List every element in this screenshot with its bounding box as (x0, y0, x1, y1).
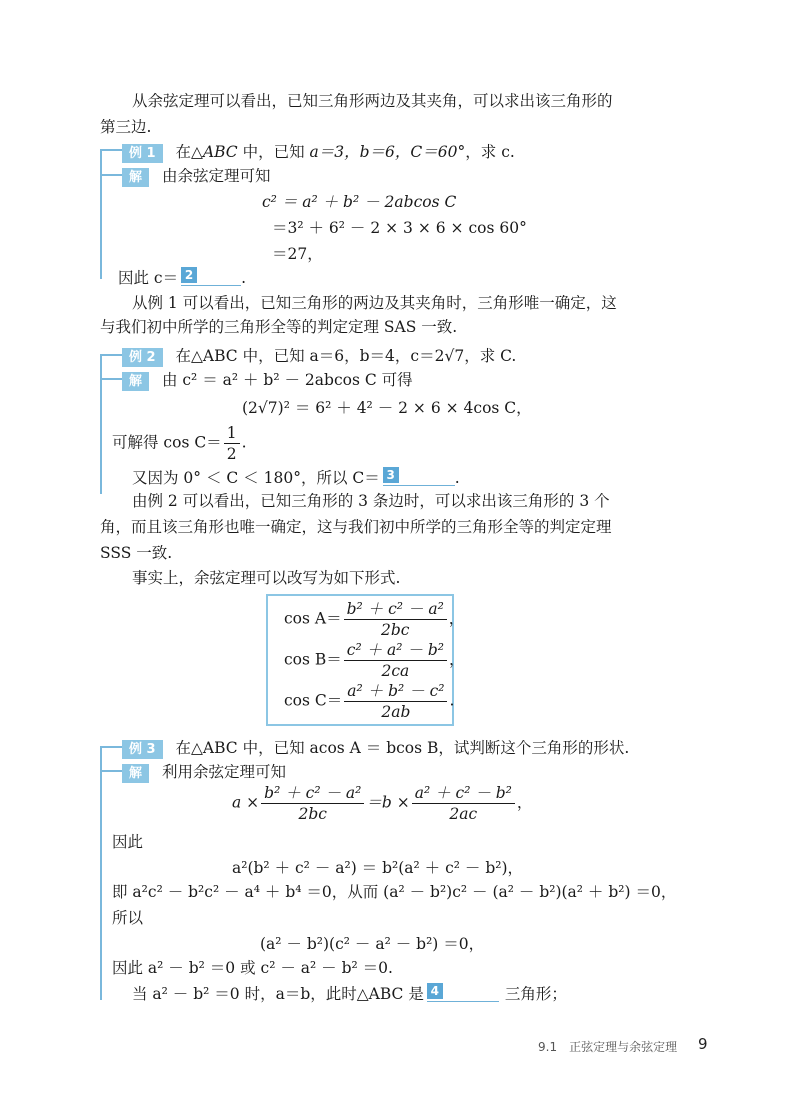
example1-solution-rule (100, 174, 122, 176)
example2-since: 又因为 0° ＜ C ＜ 180°，所以 C＝ 3 . (132, 468, 460, 487)
example2-question: 例 2 在△ABC 中，已知 a＝6，b＝4，c＝2√7，求 C. (122, 344, 516, 367)
example3-rule-vertical (100, 746, 102, 1000)
example2-solve: 可解得 cos C＝ $\frac{1}{2}$ . (112, 424, 247, 463)
example3-question: 例 3 在△ABC 中，已知 acos A ＝ bcos B，试判断这个三角形的形状. (122, 736, 629, 759)
fraction-one-half: $\frac{1}{2}$ (224, 424, 240, 463)
example1-eq-2: ＝3² ＋ 6² － 2 × 3 × 6 × cos 60° (272, 219, 527, 237)
example1-tag: 例 1 (122, 144, 163, 163)
example2-eq: (2√7)² ＝ 6² ＋ 4² － 2 × 6 × 4cos C， (242, 399, 532, 417)
answer-blank-2[interactable]: 2 (181, 267, 241, 286)
para2-line-1: 从例 1 可以看出，已知三角形的两边及其夹角时，三角形唯一确定，这 (132, 294, 617, 312)
para3-line-1: 由例 2 可以看出，已知三角形的 3 条边时，可以求出该三角形的 3 个 (132, 492, 610, 510)
intro-line-2: 第三边. (100, 118, 152, 136)
example3-therefore-1: 因此 (112, 833, 144, 851)
answer-blank-4[interactable]: 4 (427, 983, 499, 1002)
example2-tag: 例 2 (122, 348, 163, 367)
example3-case: 当 a² － b² ＝0 时，a＝b，此时△ABC 是 4 三角形； (132, 984, 567, 1003)
example1-eq-3: ＝27， (272, 245, 323, 263)
example1-conclusion: 因此 c＝ 2 . (118, 268, 247, 287)
example3-eq-c: 即 a²c² － b²c² － a⁴ ＋ b⁴ ＝0，从而 (a² － b²)c² － (a² － b²)(a² ＋ b²) ＝0， (112, 883, 677, 901)
example1-question: 例 1 在△ABC 中，已知 a＝3，b＝6，C＝60°，求 c. (122, 140, 515, 163)
example1-rule-vertical (100, 149, 102, 279)
example3-eq-b: a²(b² ＋ c² － a²) ＝ b²(a² ＋ c² － b²)， (232, 859, 524, 877)
example3-eq-d: (a² － b²)(c² － a² － b²) ＝0， (260, 935, 485, 953)
example3-eq-fractions: a × $\frac{\text{b² ＋ c² － a²}}{2bc}$ ＝b × $\frac{\text{a² ＋ c² － b²}}{2ac}$ ， (232, 784, 533, 823)
example2-solution-tag: 解 (122, 372, 149, 391)
para4: 事实上，余弦定理可以改写为如下形式. (132, 569, 401, 587)
example1-eq-1: c² ＝ a² ＋ b² － 2abcos C (262, 193, 457, 211)
formula-cos-c: cos C＝ $\frac{\text{a² ＋ b² － c²}}{2ab}$ . (284, 682, 455, 721)
para3-line-3: SSS 一致. (100, 544, 173, 562)
para2-line-2: 与我们初中所学的三角形全等的判定定理 SAS 一致. (100, 318, 458, 336)
para3-line-2: 角，而且该三角形也唯一确定，这与我们初中所学的三角形全等的判定定理 (100, 518, 612, 536)
answer-blank-3[interactable]: 3 (383, 467, 455, 486)
example3-therefore-2: 因此 a² － b² ＝0 或 c² － a² － b² ＝0. (112, 959, 393, 977)
cosine-formula-box (266, 594, 465, 726)
intro-line-1: 从余弦定理可以看出，已知三角形两边及其夹角，可以求出该三角形的 (132, 92, 613, 110)
example2-solution-rule (100, 378, 122, 380)
example3-so: 所以 (112, 909, 144, 927)
footer-section-title: 9.1 正弦定理与余弦定理 (538, 1040, 678, 1054)
example1-solution-intro: 解 由余弦定理可知 (122, 164, 270, 187)
page-number: 9 (698, 1035, 708, 1053)
example3-solution-rule (100, 770, 122, 772)
example3-tag: 例 3 (122, 740, 163, 759)
example2-rule-vertical (100, 354, 102, 494)
example2-solution-line-1: 解 由 c² ＝ a² ＋ b² － 2abcos C 可得 (122, 368, 413, 391)
example3-rule-top (100, 746, 122, 748)
example2-rule-top (100, 354, 122, 356)
example3-solution-intro: 解 利用余弦定理可知 (122, 760, 286, 783)
example3-solution-tag: 解 (122, 764, 149, 783)
example1-solution-tag: 解 (122, 168, 149, 187)
example1-rule-top (100, 149, 122, 151)
formula-cos-b: cos B＝ $\frac{\text{c² ＋ a² － b²}}{2ca}$ ， (284, 641, 465, 680)
formula-cos-a: cos A＝ $\frac{\text{b² ＋ c² － a²}}{2bc}$ ， (284, 600, 465, 639)
